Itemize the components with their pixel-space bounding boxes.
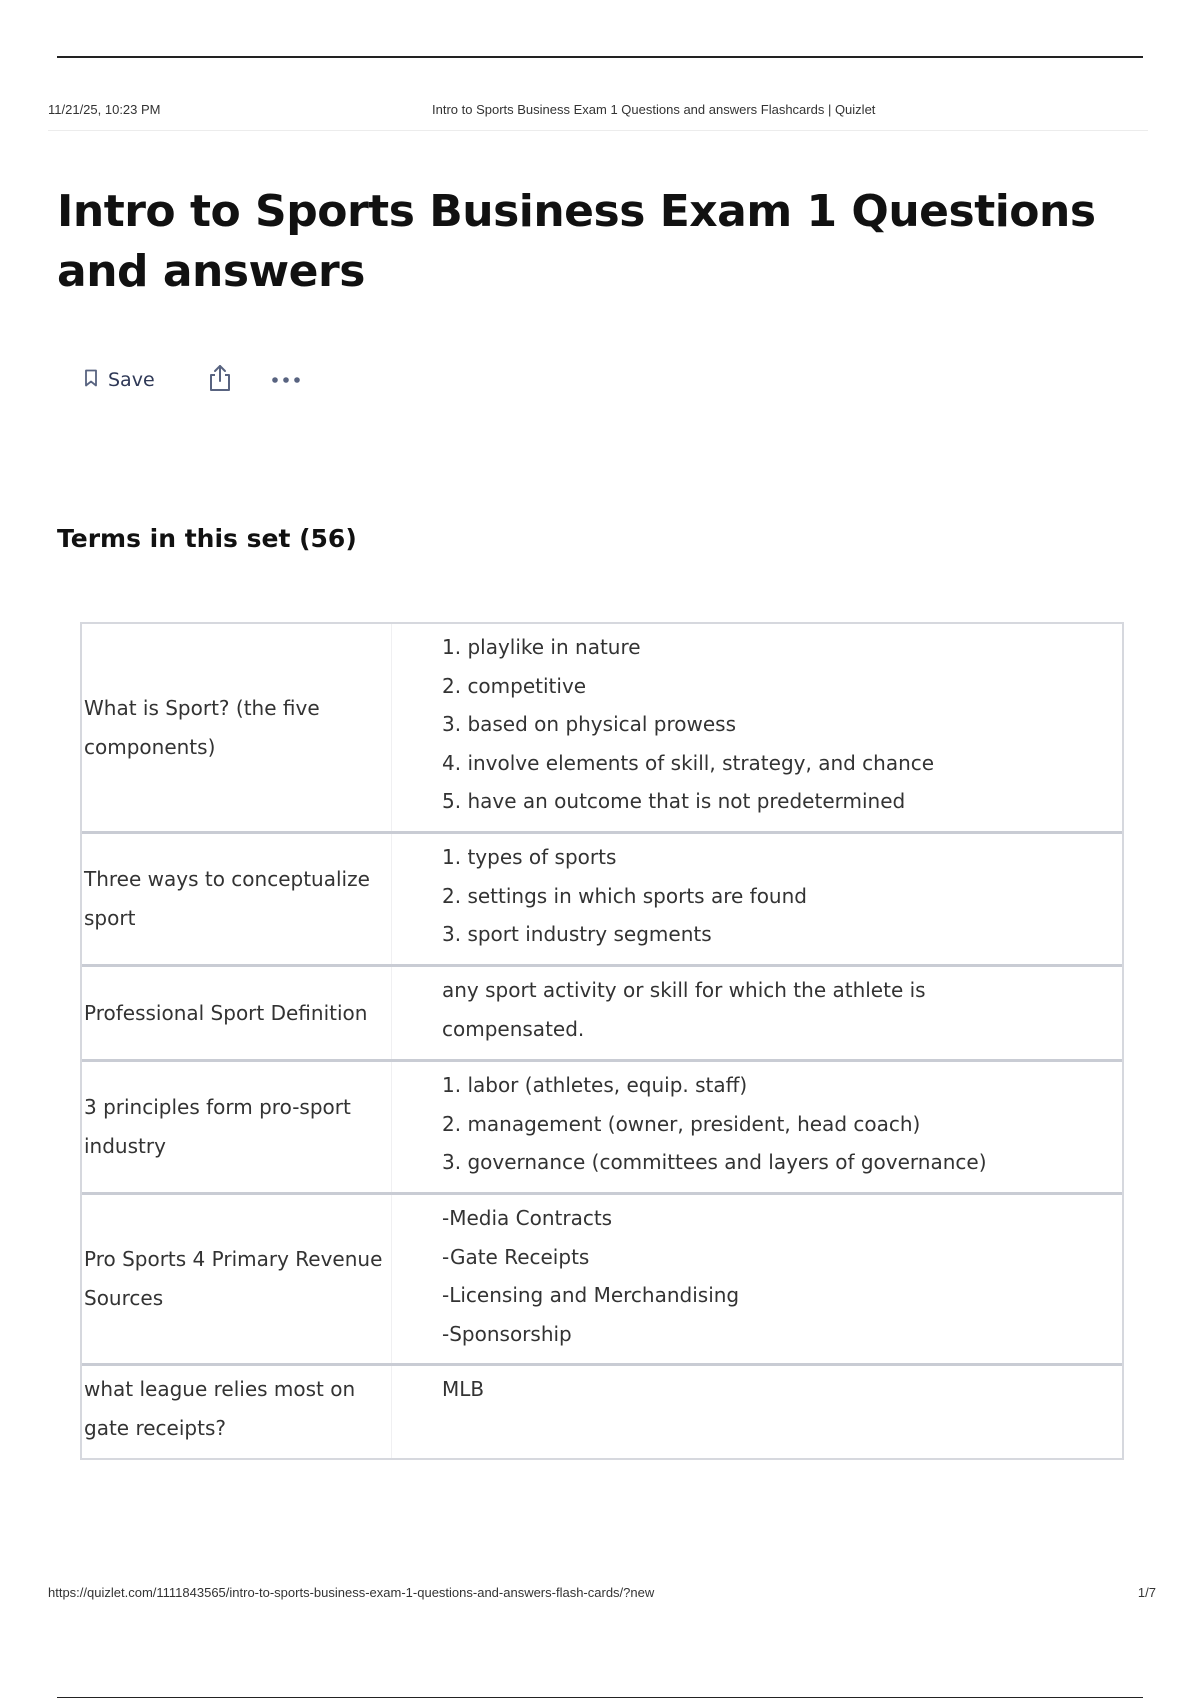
definition-line: 3. governance (committees and layers of governance) [442, 1150, 987, 1174]
term-text: Professional Sport Definition [82, 967, 392, 1059]
term-text: Pro Sports 4 Primary Revenue Sources [82, 1195, 392, 1363]
page-number: 1/7 [1137, 1585, 1156, 1600]
print-footer [48, 1585, 1156, 1605]
print-url: https://quizlet.com/1111843565/intro-to-sports-business-exam-1-questions-and-answers-flash-cards/?new [48, 1585, 655, 1600]
definition-line: 1. playlike in nature [442, 635, 641, 659]
save-button[interactable] [84, 369, 155, 392]
save-label: Save [108, 369, 155, 391]
term-row [82, 624, 1122, 834]
definition-line: 3. based on physical prowess [442, 712, 737, 736]
print-header-divider [48, 130, 1148, 131]
share-icon [207, 364, 233, 397]
more-icon [271, 371, 301, 389]
definition-line: -Media Contracts [442, 1206, 613, 1230]
definition-line: -Gate Receipts [442, 1244, 590, 1269]
definition-text [392, 1062, 1122, 1192]
definition-text [392, 1195, 1122, 1363]
definition-line: 1. types of sports [442, 845, 617, 869]
definition-line: 2. management (owner, president, head coach) [442, 1111, 921, 1136]
definition-text [392, 967, 1122, 1059]
terms-table [80, 622, 1124, 1460]
definition-line: MLB [442, 1377, 485, 1401]
term-text: Three ways to conceptualize sport [82, 834, 392, 964]
definition-line: 1. labor (athletes, equip. staff) [442, 1073, 748, 1097]
top-rule [57, 56, 1143, 58]
term-text: 3 principles form pro-sport industry [82, 1062, 392, 1192]
bottom-rule [57, 1697, 1143, 1698]
definition-line: -Licensing and Merchandising [442, 1283, 740, 1307]
definition-line: any sport activity or skill for which the athlete is [442, 978, 926, 1002]
definition-line: -Sponsorship [442, 1321, 572, 1346]
print-document-title: Intro to Sports Business Exam 1 Questions and answers Flashcards | Quizlet [432, 102, 876, 117]
terms-heading: Terms in this set (56) [57, 524, 357, 553]
definition-line: 3. sport industry segments [442, 922, 712, 946]
definition-line: 5. have an outcome that is not predetermined [442, 789, 906, 813]
bookmark-icon [84, 369, 98, 392]
term-row [82, 967, 1122, 1062]
definition-text [392, 1366, 1122, 1458]
definition-text [392, 834, 1122, 964]
term-text: what league relies most on gate receipts? [82, 1366, 392, 1458]
print-header [48, 102, 1148, 122]
share-button[interactable] [207, 364, 233, 397]
definition-text [392, 624, 1122, 831]
page-title: Intro to Sports Business Exam 1 Questions and answers [57, 186, 1096, 297]
term-text: What is Sport? (the five components) [82, 624, 392, 831]
definition-line: compensated. [442, 1016, 585, 1041]
print-datetime: 11/21/25, 10:23 PM [48, 102, 161, 117]
more-options-button[interactable] [271, 371, 301, 389]
set-actions-bar [84, 362, 301, 398]
definition-line: 2. competitive [442, 673, 587, 698]
definition-line: 4. involve elements of skill, strategy, and chance [442, 750, 935, 775]
definition-line: 2. settings in which sports are found [442, 883, 807, 908]
term-row [82, 1062, 1122, 1195]
term-row [82, 834, 1122, 967]
term-row [82, 1366, 1122, 1458]
term-row [82, 1195, 1122, 1366]
